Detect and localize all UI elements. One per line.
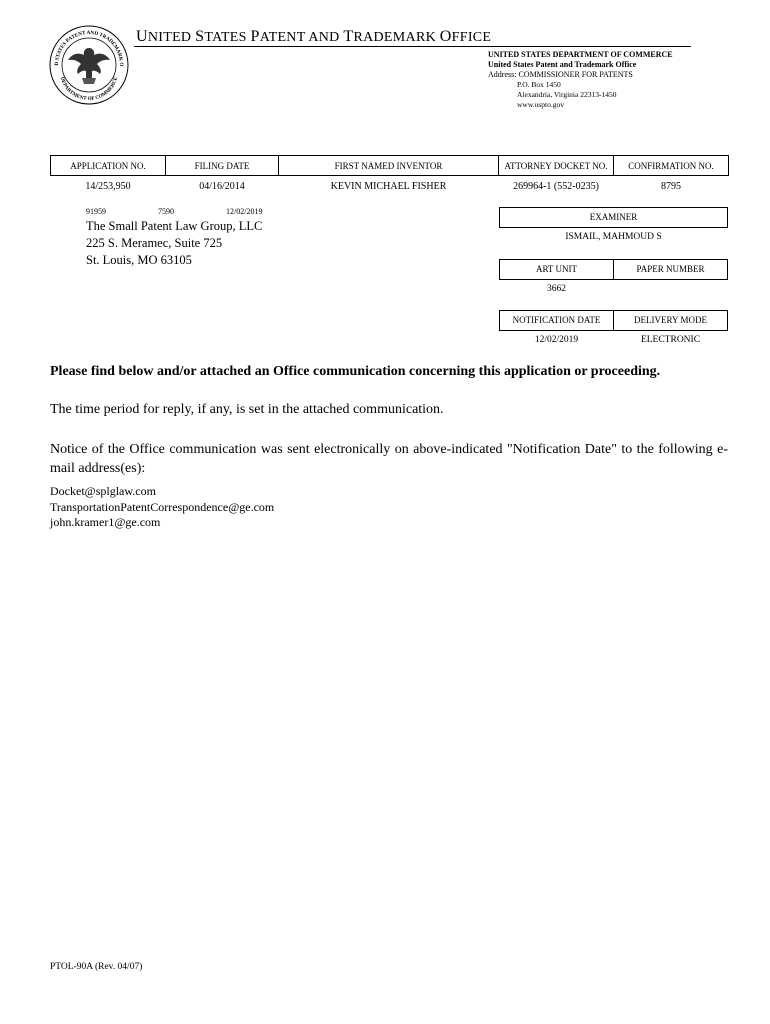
- title-rule: [134, 46, 691, 47]
- art-unit-value: 3662: [547, 284, 566, 294]
- office-communication-notice: Please find below and/or attached an Office communication concerning this application or proceeding.: [50, 364, 661, 379]
- address-line: [488, 70, 673, 80]
- delivery-mode-label: DELIVERY MODE: [634, 315, 707, 325]
- art-unit-label-box: [499, 259, 614, 280]
- address-po-box: P.O. Box 1450: [517, 80, 561, 89]
- mailing-date: 12/02/2019: [226, 207, 263, 216]
- table-header-row: [51, 156, 729, 176]
- correspondence-codes: [86, 207, 262, 216]
- notification-date-value: 12/02/2019: [534, 335, 579, 345]
- table-row: [51, 176, 729, 197]
- first-named-inventor: KEVIN MICHAEL FISHER: [330, 180, 447, 192]
- email-address: TransportationPatentCorrespondence@ge.com: [50, 499, 275, 514]
- email-address: Docket@splglaw.com: [50, 484, 156, 498]
- header-attorney-docket-no: ATTORNEY DOCKET NO.: [499, 156, 614, 176]
- department-name: UNITED STATES DEPARTMENT OF COMMERCE: [488, 50, 673, 59]
- firm-name: The Small Patent Law Group, LLC: [86, 219, 263, 233]
- correspondence-address: [86, 218, 262, 269]
- examiner-label-box: [499, 207, 728, 228]
- office-name: United States Patent and Trademark Office: [488, 60, 637, 69]
- paper-number-label-box: [613, 259, 728, 280]
- notification-date-label-box: [499, 310, 614, 331]
- uspto-seal-logo: [48, 24, 130, 106]
- svg-text:UNITED STATES PATENT AND TRADE: D STATES PATENT AND TRADEMARK O: [53, 29, 125, 67]
- confirmation-no: 8795: [661, 180, 681, 192]
- address-website: www.uspto.gov: [517, 100, 565, 109]
- delivery-mode-value: ELECTRONIC: [640, 335, 701, 345]
- city-state-zip: St. Louis, MO 63105: [86, 253, 192, 267]
- address-city: Alexandria, Virginia 22313-1450: [517, 90, 617, 99]
- art-unit-label: ART UNIT: [535, 264, 578, 274]
- delivery-mode-label-box: [613, 310, 728, 331]
- reply-period-notice: The time period for reply, if any, is set in the attached communication.: [50, 402, 444, 417]
- office-title: UNITED STATES PATENT AND TRADEMARK OFFICE: [136, 28, 492, 45]
- filing-date: 04/16/2014: [199, 180, 245, 192]
- form-number: PTOL-90A (Rev. 04/07): [50, 962, 143, 972]
- examiner-label: EXAMINER: [589, 212, 638, 222]
- examiner-name: ISMAIL, MAHMOUD S: [565, 232, 662, 242]
- email-address: john.kramer1@ge.com: [50, 515, 161, 529]
- address-label: Address:: [488, 70, 517, 79]
- address-commissioner: COMMISSIONER FOR PATENTS: [518, 70, 633, 79]
- header-first-named-inventor: FIRST NAMED INVENTOR: [279, 156, 499, 176]
- header-application-no: APPLICATION NO.: [51, 156, 166, 176]
- email-list: [50, 484, 274, 531]
- paper-number-label: PAPER NUMBER: [636, 264, 705, 274]
- customer-number: 91959: [86, 207, 106, 216]
- svg-text:DEPARTMENT OF COMMERCE: DEPARTMENT OF COMMERCE: [58, 76, 120, 103]
- header-filing-date: FILING DATE: [166, 156, 279, 176]
- application-no: 14/253,950: [85, 180, 131, 192]
- department-block: [488, 50, 673, 110]
- attorney-docket-no: 269964-1 (552-0235): [513, 180, 599, 192]
- header-confirmation-no: CONFIRMATION NO.: [614, 156, 729, 176]
- application-info-table: [50, 155, 729, 196]
- street-address: 225 S. Meramec, Suite 725: [86, 236, 223, 250]
- correspondence-code: 7590: [158, 207, 174, 216]
- email-notification-notice: Notice of the Office communication was sent electronically on above-indicated "Notification Date" to the following e-mail address(es):: [50, 442, 728, 476]
- notification-date-label: NOTIFICATION DATE: [512, 315, 601, 325]
